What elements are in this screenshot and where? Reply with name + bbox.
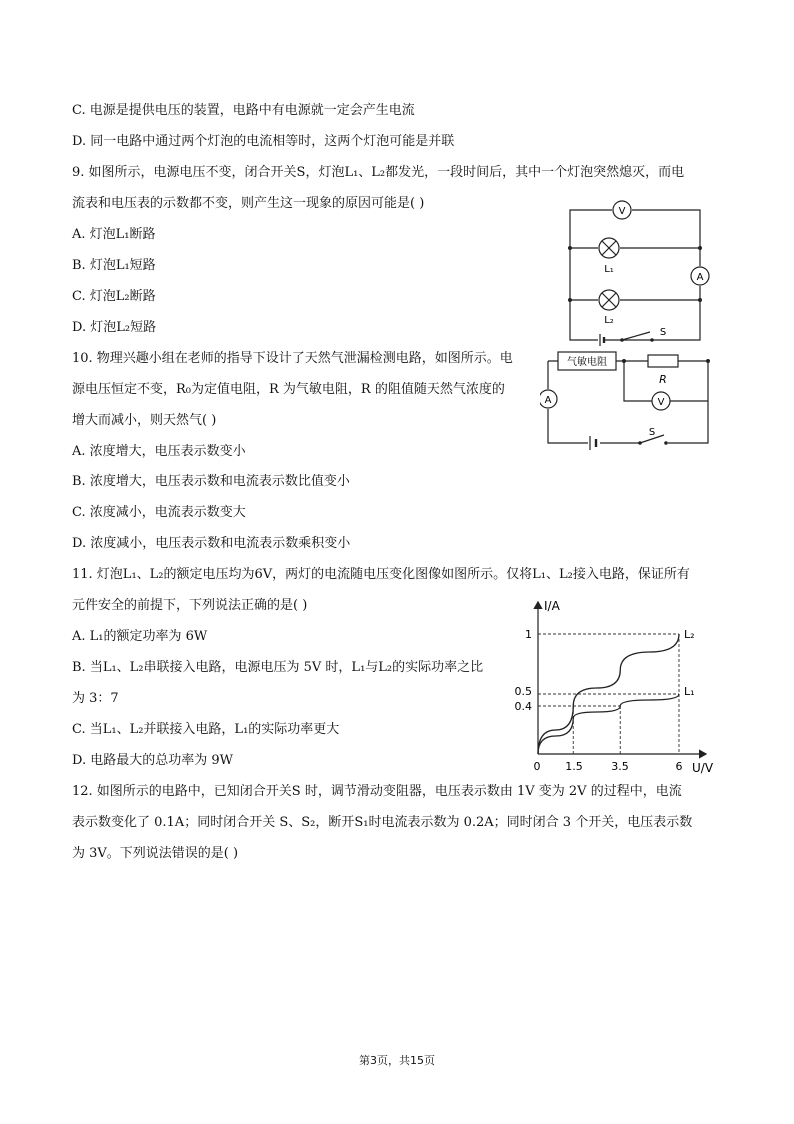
question-9-line-2: 流表和电压表的示数都不变，则产生这一现象的原因可能是( ) bbox=[72, 196, 425, 211]
question-12-line-3: 为 3V。下列说法错误的是( ) bbox=[72, 846, 239, 861]
option-11c: C. 当L₁、L₂并联接入电路，L₁的实际功率更大 bbox=[72, 722, 340, 737]
question-11-line-1: 11. 灯泡L₁、L₂的额定电压均为6V，两灯的电流随电压变化图像如图所示。仅将L₁、L₂接入电路，保证所有 bbox=[72, 567, 690, 582]
voltmeter-label: V bbox=[618, 206, 626, 217]
x-tick-0: 0 bbox=[533, 760, 541, 773]
curve-l2-label: L₂ bbox=[684, 628, 695, 641]
option-11b-line-2: 为 3：7 bbox=[72, 691, 119, 706]
question-12-line-1: 12. 如图所示的电路中，已知闭合开关S 时，调节滑动变阻器，电压表示数由 1V 变为 2V 的过程中，电流 bbox=[72, 784, 682, 799]
voltmeter-icon bbox=[613, 201, 631, 219]
x-axis-label: U/V bbox=[692, 761, 714, 775]
question-9-line-1: 9. 如图所示，电源电压不变，闭合开关S，灯泡L₁、L₂都发光，一段时间后，其中一个灯泡突然熄灭，而电 bbox=[72, 165, 685, 180]
question-10-line-2: 源电压恒定不变，R₀为定值电阻，R 为气敏电阻，R 的阻值随天然气浓度的 bbox=[72, 382, 505, 397]
y-tick-0-5: 0.5 bbox=[514, 685, 532, 698]
option-11d: D. 电路最大的总功率为 9W bbox=[72, 753, 233, 768]
question-10-line-3: 增大而减小，则天然气( ) bbox=[72, 413, 217, 428]
page-footer: 第3页，共15页 bbox=[359, 1054, 435, 1067]
option-11a: A. L₁的额定功率为 6W bbox=[72, 629, 208, 644]
curve-l1 bbox=[538, 694, 679, 754]
lamp-l1-icon bbox=[599, 238, 619, 258]
option-9a: A. 灯泡L₁断路 bbox=[72, 227, 156, 242]
option-8d: D. 同一电路中通过两个灯泡的电流相等时，这两个灯泡可能是并联 bbox=[72, 134, 455, 149]
switch-label: S bbox=[648, 427, 656, 438]
option-10c: C. 浓度减小，电流表示数变大 bbox=[72, 505, 246, 520]
resistor-r-label: R bbox=[659, 373, 667, 386]
y-axis-label: I/A bbox=[544, 599, 560, 613]
circuit-diagram-q9 bbox=[560, 198, 720, 350]
option-9c: C. 灯泡L₂断路 bbox=[72, 289, 156, 304]
lamp-l1-label: L₁ bbox=[604, 264, 614, 275]
ammeter-icon bbox=[691, 267, 709, 285]
ammeter-label: A bbox=[544, 395, 552, 406]
switch-label: S bbox=[659, 327, 667, 338]
option-8c: C. 电源是提供电压的装置，电路中有电源就一定会产生电流 bbox=[72, 103, 415, 118]
iu-graph-q11 bbox=[510, 594, 720, 778]
option-9b: B. 灯泡L₁短路 bbox=[72, 258, 156, 273]
x-tick-1-5: 1.5 bbox=[565, 760, 583, 773]
ammeter-icon bbox=[540, 390, 557, 408]
question-12-line-2: 表示数变化了 0.1A；同时闭合开关 S、S₂，断开S₁时电流表示数为 0.2A；同时闭合 3 个开关，电压表示数 bbox=[72, 815, 693, 830]
resistor-r bbox=[648, 355, 678, 367]
lamp-l2-icon bbox=[599, 290, 619, 310]
y-tick-1: 1 bbox=[525, 628, 532, 641]
battery-icon bbox=[590, 436, 596, 450]
option-10a: A. 浓度增大，电压表示数变小 bbox=[72, 444, 246, 459]
ammeter-label: A bbox=[696, 272, 704, 283]
option-10b: B. 浓度增大，电压表示数和电流表示数比值变小 bbox=[72, 474, 350, 489]
question-10-line-1: 10. 物理兴趣小组在老师的指导下设计了天然气泄漏检测电路，如图所示。电 bbox=[72, 351, 513, 366]
y-tick-0-4: 0.4 bbox=[514, 700, 532, 713]
question-11-line-2: 元件安全的前提下，下列说法正确的是( ) bbox=[72, 598, 308, 613]
option-9d: D. 灯泡L₂短路 bbox=[72, 320, 157, 335]
option-11b-line-1: B. 当L₁、L₂串联接入电路，电源电压为 5V 时，L₁与L₂的实际功率之比 bbox=[72, 660, 484, 675]
circuit-diagram-q10 bbox=[540, 345, 720, 453]
curve-l1-label: L₁ bbox=[684, 685, 695, 698]
voltmeter-icon bbox=[652, 392, 670, 410]
x-tick-3-5: 3.5 bbox=[611, 760, 629, 773]
x-tick-6: 6 bbox=[675, 760, 683, 773]
gas-sensor-label: 气敏电阻 bbox=[567, 357, 607, 368]
lamp-l2-label: L₂ bbox=[604, 315, 614, 326]
voltmeter-label: V bbox=[657, 397, 665, 408]
option-10d: D. 浓度减小，电压表示数和电流表示数乘积变小 bbox=[72, 536, 351, 551]
